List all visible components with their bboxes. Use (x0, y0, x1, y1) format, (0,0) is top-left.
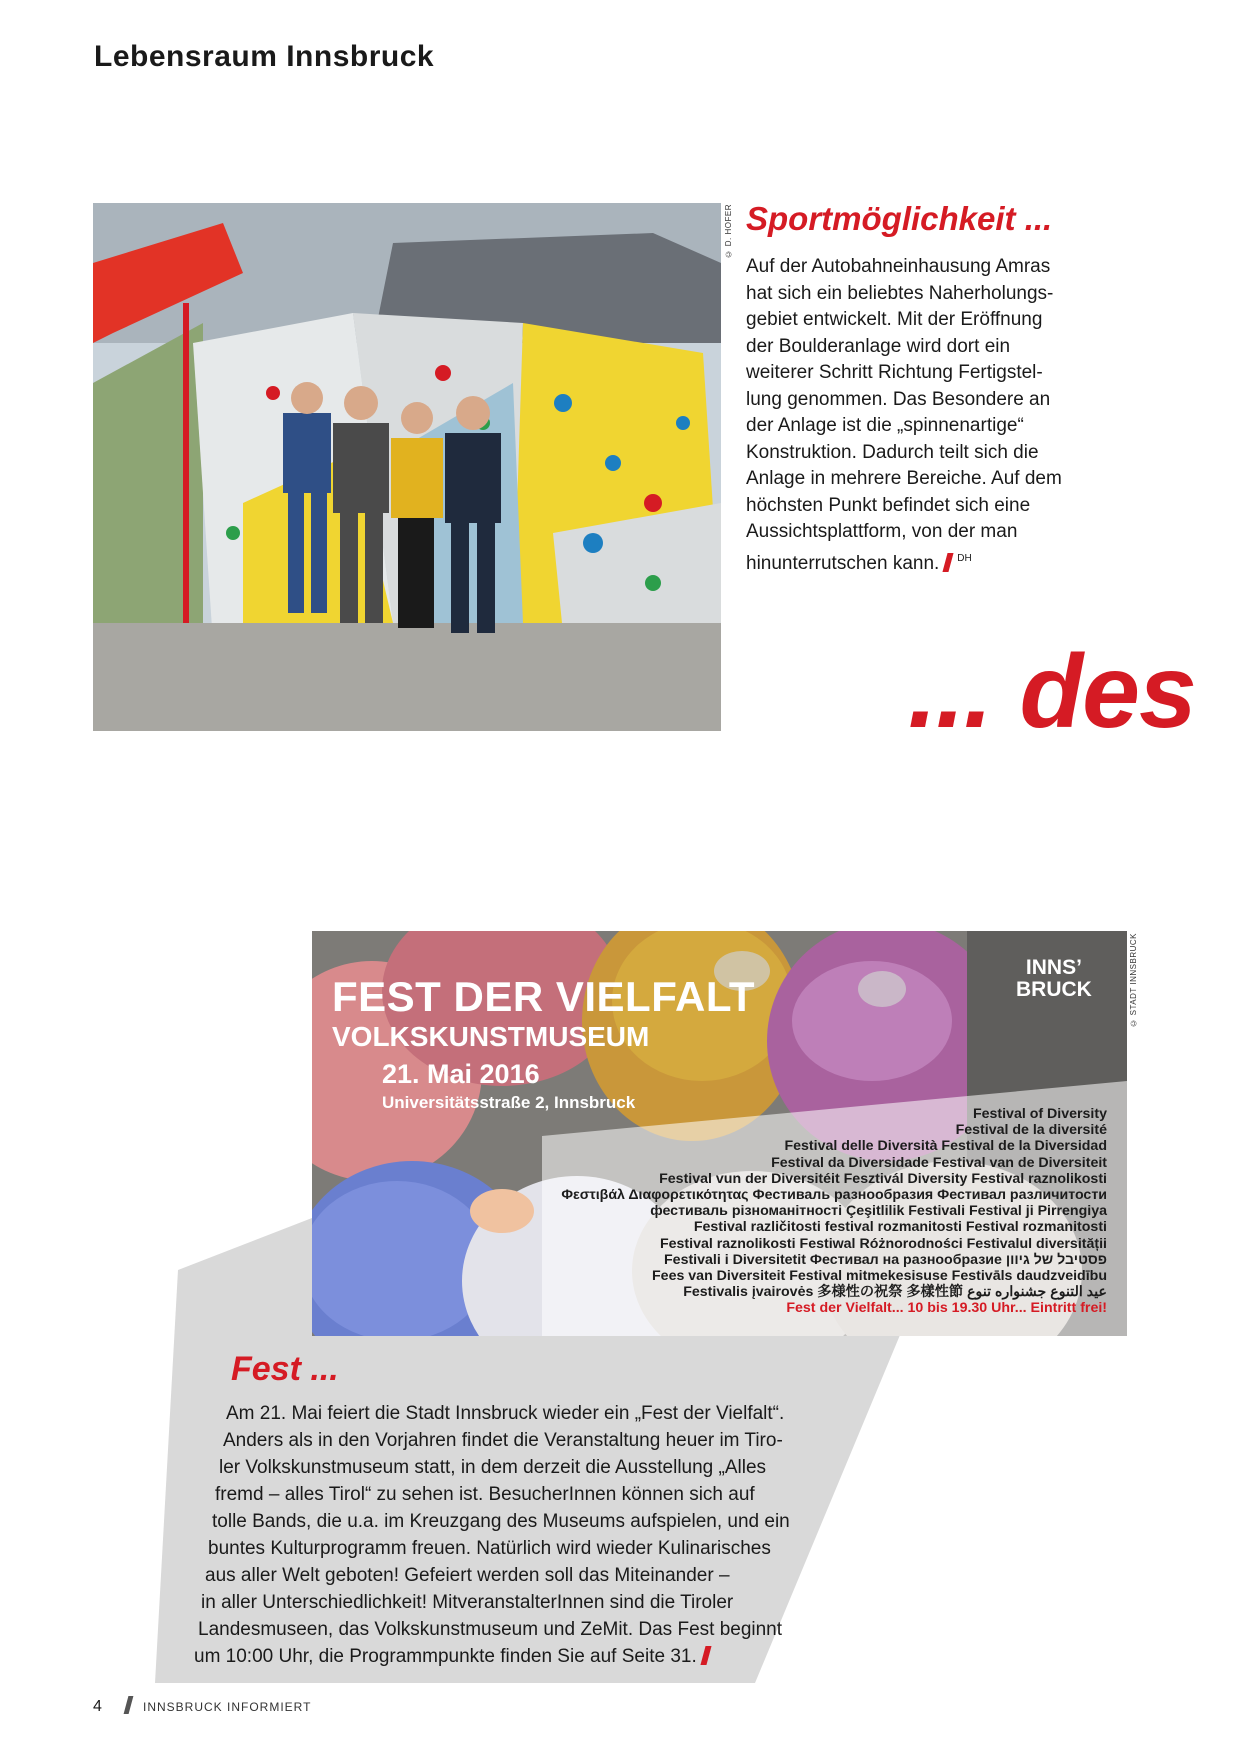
text-line: in aller Unterschiedlichkeit! MitveranstalterInnen sind die Tiroler (201, 1592, 734, 1613)
festival-line: Festival of Diversity (972, 1106, 1107, 1122)
text-line: lung genommen. Das Besondere an (746, 388, 1051, 410)
festival-line: Festival delle Diversità Festival de la Diversidad (784, 1138, 1107, 1155)
festival-line: Festivalis įvairovės 多様性の祝祭 多樣性節 عيد التنوع جشنواره تنوع (683, 1284, 1107, 1301)
festival-line: Festival de la diversité (955, 1122, 1107, 1139)
text-line: fremd – alles Tirol“ zu sehen ist. BesucherInnen können sich auf (215, 1484, 755, 1505)
text-line: ler Volkskunstmuseum statt, in dem derzeit die Ausstellung „Alles (219, 1457, 767, 1478)
poster-address: Universitätsstraße 2, Innsbruck (382, 1093, 636, 1112)
festival-line: Festival raznolikosti Festiwal Różnorodności Festivalul diversității (659, 1235, 1107, 1252)
logo-line: INNS’ (1025, 956, 1082, 979)
text-line: höchsten Punkt befindet sich eine (746, 494, 1031, 516)
text-line: Landesmuseen, das Volkskunstmuseum und ZeMit. Das Fest beginnt (198, 1619, 783, 1640)
festival-line: Festival vun der Diversitéit Fesztivál Diversity Festival raznolikosti (659, 1170, 1107, 1187)
festival-poster (312, 931, 1127, 1336)
author-initials: DH (957, 552, 972, 564)
text-line: der Boulderanlage wird dort ein (746, 335, 1011, 357)
text-line: Anders als in den Vorjahren findet die Veranstaltung heuer im Tiro- (223, 1430, 783, 1451)
poster-date: 21. Mai 2016 (382, 1059, 540, 1089)
text-line: hinunterrutschen kann. $^{DH}$ (746, 552, 972, 574)
poster-credit: © STADT INNSBRUCK (1129, 933, 1138, 1028)
innsbruck-logo (1016, 957, 1092, 1001)
text-line: um 10:00 Uhr, die Programmpunkte finden Sie auf Seite 31. (194, 1643, 709, 1670)
text-line: aus aller Welt geboten! Gefeiert werden soll das Miteinander – (205, 1565, 730, 1586)
festival-line: Φεστιβάλ Διαφορετικότητας Фестиваль разнообразия Фестивал различитости (561, 1187, 1107, 1204)
festival-line: фестиваль різноманітності Çeşitlilik Festivali Festival ji Pirrengiya (650, 1203, 1107, 1220)
text-line: Konstruktion. Dadurch teilt sich die (746, 441, 1039, 463)
festival-line: Fees van Diversiteit Festival mitmekesisuse Festivāls daudzveidību (652, 1268, 1107, 1285)
page-number: 4 (93, 1698, 102, 1715)
poster-footer: Fest der Vielfalt... 10 bis 19.30 Uhr... Eintritt frei! (786, 1300, 1107, 1317)
festival-line: Festivali i Diversitetit Фестивал на разнообразие פסטיבל של גיוון (664, 1251, 1107, 1268)
text-line: tolle Bands, die u.a. im Kreuzgang des Museums aufspielen, und ein (212, 1511, 790, 1532)
sport-article-text (746, 254, 1076, 577)
festival-line: Festival da Diversidade Festival van de Diversiteit (771, 1154, 1107, 1171)
big-headline-des: ... des (908, 634, 1196, 750)
boulder-photo (93, 203, 721, 731)
magazine-name: INNSBRUCK INFORMIERT (143, 1700, 312, 1714)
sport-heading: Sportmöglichkeit ... (746, 200, 1053, 237)
end-slash-icon (943, 553, 954, 572)
text-line: Anlage in mehrere Bereiche. Auf dem (746, 468, 1062, 489)
text-line: buntes Kulturprogramm freuen. Natürlich wird wieder Kulinarisches (208, 1538, 771, 1559)
logo-line: BRUCK (1016, 978, 1092, 1001)
festival-line: Festival različitosti festival rozmanitosti Festival rozmanitosti (693, 1219, 1107, 1236)
text-line: Am 21. Mai feiert die Stadt Innsbruck wieder ein „Fest der Vielfalt“. (226, 1403, 785, 1424)
fest-heading: Fest ... (231, 1350, 339, 1388)
poster-venue: VOLKSKUNSTMUSEUM (332, 1021, 650, 1052)
text-line: hat sich ein beliebtes Naherholungs- (746, 282, 1054, 304)
text-line: gebiet entwickelt. Mit der Eröffnung (746, 309, 1043, 330)
festival-language-list (547, 1106, 1107, 1317)
photo-credit: © D. HOFER (724, 204, 733, 259)
text-line: Aussichtsplattform, von der man (746, 521, 1018, 542)
text-line: der Anlage ist die „spinnenartige“ (746, 415, 1024, 436)
section-title: Lebensraum Innsbruck (94, 40, 435, 73)
poster-title: FEST DER VIELFALT (332, 973, 756, 1020)
text-line: weiterer Schritt Richtung Fertigstel- (746, 362, 1043, 383)
text-line: Auf der Autobahneinhausung Amras (746, 256, 1051, 277)
